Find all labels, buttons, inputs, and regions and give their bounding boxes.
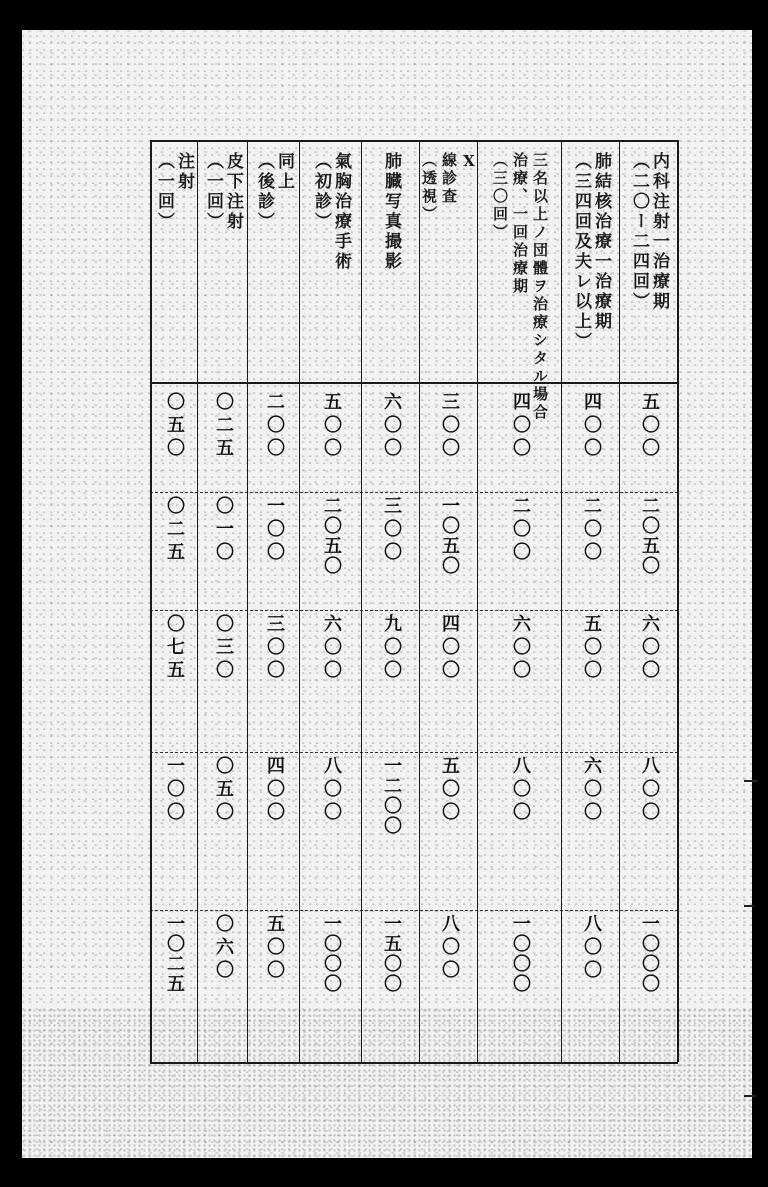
fee-cell bbox=[620, 756, 678, 906]
fee-value: 〇七五 bbox=[164, 614, 185, 683]
fee-value: 五〇〇 bbox=[581, 614, 602, 683]
fee-cell bbox=[562, 496, 620, 606]
column-header-text: 内科注射一治療期 bbox=[649, 152, 669, 312]
column-header-text: （初診） bbox=[311, 152, 331, 232]
fee-value: 一〇〇〇 bbox=[321, 914, 342, 994]
fee-cell bbox=[362, 614, 420, 748]
fee-cell bbox=[620, 914, 678, 1058]
column-header-text: （三四回及夫レ以上） bbox=[571, 152, 591, 352]
fee-value: 一〇二五 bbox=[164, 914, 185, 994]
fee-value: 〇五〇 bbox=[213, 756, 234, 825]
column-header bbox=[198, 152, 248, 384]
fee-cell bbox=[198, 914, 248, 1058]
fee-value: 五〇〇 bbox=[321, 392, 342, 461]
fee-value: 一〇〇〇 bbox=[510, 914, 531, 994]
column-header bbox=[478, 152, 562, 422]
margin-mark bbox=[744, 780, 758, 782]
fee-cell bbox=[420, 392, 478, 488]
fee-cell bbox=[478, 914, 562, 1058]
fee-cell bbox=[300, 756, 362, 906]
fee-cell bbox=[198, 496, 248, 606]
fee-value: 五〇〇 bbox=[439, 756, 460, 825]
fee-value: 〇二五 bbox=[164, 496, 185, 565]
fee-value: 六〇〇 bbox=[581, 756, 602, 825]
table-rule bbox=[150, 1062, 678, 1064]
fee-cell bbox=[562, 756, 620, 906]
column-header-text: （三〇回） bbox=[491, 152, 509, 242]
fee-cell bbox=[150, 496, 198, 606]
fee-value: 二〇五〇 bbox=[321, 496, 342, 576]
fee-value: 一〇五〇 bbox=[439, 496, 460, 576]
column-header-text: 氣胸治療手術 bbox=[331, 152, 351, 272]
fee-value: 六〇〇 bbox=[510, 614, 531, 683]
fee-cell bbox=[420, 496, 478, 606]
fee-cell bbox=[362, 914, 420, 1058]
fee-value: 〇六〇 bbox=[213, 914, 234, 983]
fee-cell bbox=[478, 392, 562, 488]
fee-value: 五〇〇 bbox=[264, 914, 285, 983]
fee-value: 四〇〇 bbox=[510, 392, 531, 461]
fee-value: 八〇〇 bbox=[581, 914, 602, 983]
column-header bbox=[420, 152, 478, 384]
column-header-text: 三名以上ノ団體ヲ治療シタル場合 bbox=[531, 152, 549, 422]
column-header-text: （透視） bbox=[420, 152, 438, 224]
fee-cell bbox=[562, 392, 620, 488]
column-header-text: 線診査 bbox=[440, 152, 458, 206]
fee-value: 四〇〇 bbox=[264, 756, 285, 825]
fee-cell bbox=[150, 914, 198, 1058]
fee-value: 三〇〇 bbox=[439, 392, 460, 461]
fee-value: 六〇〇 bbox=[381, 392, 402, 461]
fee-cell bbox=[478, 614, 562, 748]
margin-mark bbox=[744, 905, 754, 907]
column-header-text: 注射 bbox=[174, 152, 194, 192]
column-header-text: （一回） bbox=[203, 152, 223, 232]
fee-cell bbox=[620, 496, 678, 606]
column-header-text: X bbox=[460, 152, 478, 173]
fee-cell bbox=[198, 392, 248, 488]
fee-table bbox=[150, 140, 678, 1062]
fee-cell bbox=[198, 756, 248, 906]
fee-value: 四〇〇 bbox=[581, 392, 602, 461]
row-divider bbox=[150, 752, 678, 753]
fee-cell bbox=[620, 392, 678, 488]
column-header-text: 肺臓写真撮影 bbox=[381, 152, 401, 272]
fee-value: 二〇五〇 bbox=[639, 496, 660, 576]
column-header bbox=[300, 152, 362, 384]
row-divider bbox=[150, 910, 678, 911]
column-header bbox=[620, 152, 678, 384]
fee-value: 〇三〇 bbox=[213, 614, 234, 683]
fee-cell bbox=[300, 914, 362, 1058]
fee-cell bbox=[562, 914, 620, 1058]
fee-cell bbox=[248, 614, 300, 748]
fee-value: 〇五〇 bbox=[164, 392, 185, 461]
column-header-text: 治療、一回治療期 bbox=[511, 152, 529, 296]
fee-cell bbox=[300, 496, 362, 606]
fee-value: 〇一〇 bbox=[213, 496, 234, 565]
fee-cell bbox=[620, 614, 678, 748]
column-header bbox=[562, 152, 620, 384]
column-header-text: 同上 bbox=[274, 152, 294, 192]
row-divider bbox=[150, 610, 678, 611]
fee-cell bbox=[362, 392, 420, 488]
fee-cell bbox=[300, 392, 362, 488]
column-header bbox=[362, 152, 420, 384]
fee-cell bbox=[248, 756, 300, 906]
fee-value: 八〇〇 bbox=[321, 756, 342, 825]
fee-cell bbox=[248, 496, 300, 606]
fee-cell bbox=[420, 756, 478, 906]
column-header-text: （一回） bbox=[154, 152, 174, 232]
fee-value: 三〇〇 bbox=[264, 614, 285, 683]
fee-value: 六〇〇 bbox=[321, 614, 342, 683]
fee-cell bbox=[478, 496, 562, 606]
column-header-text: 皮下注射 bbox=[223, 152, 243, 232]
fee-cell bbox=[362, 756, 420, 906]
fee-cell bbox=[362, 496, 420, 606]
fee-value: 八〇〇 bbox=[510, 756, 531, 825]
column-header bbox=[150, 152, 198, 384]
margin-mark bbox=[744, 1095, 756, 1097]
fee-value: 三〇〇 bbox=[381, 496, 402, 565]
column-header bbox=[248, 152, 300, 384]
fee-cell bbox=[248, 392, 300, 488]
fee-cell bbox=[150, 392, 198, 488]
fee-value: 八〇〇 bbox=[639, 756, 660, 825]
fee-cell bbox=[562, 614, 620, 748]
fee-value: 二〇〇 bbox=[510, 496, 531, 565]
fee-value: 一〇〇〇 bbox=[639, 914, 660, 994]
fee-value: 八〇〇 bbox=[439, 914, 460, 983]
fee-value: 一〇〇 bbox=[264, 496, 285, 565]
fee-value: 一二〇〇 bbox=[381, 756, 402, 836]
column-header-text: （二〇ー二四回） bbox=[629, 152, 649, 312]
fee-cell bbox=[248, 914, 300, 1058]
fee-value: 九〇〇 bbox=[381, 614, 402, 683]
fee-cell bbox=[150, 756, 198, 906]
fee-value: 六〇〇 bbox=[639, 614, 660, 683]
fee-cell bbox=[420, 614, 478, 748]
fee-cell bbox=[198, 614, 248, 748]
fee-cell bbox=[300, 614, 362, 748]
column-header-text: （後診） bbox=[254, 152, 274, 232]
fee-value: 四〇〇 bbox=[439, 614, 460, 683]
fee-value: 一〇〇 bbox=[164, 756, 185, 825]
fee-value: 二〇〇 bbox=[581, 496, 602, 565]
fee-value: 〇二五 bbox=[213, 392, 234, 461]
fee-cell bbox=[150, 614, 198, 748]
fee-value: 二〇〇 bbox=[264, 392, 285, 461]
column-header-text: 肺結核治療一治療期 bbox=[591, 152, 611, 332]
table-rule bbox=[150, 140, 678, 142]
fee-cell bbox=[478, 756, 562, 906]
row-divider bbox=[150, 492, 678, 493]
fee-value: 一五〇〇 bbox=[381, 914, 402, 994]
fee-cell bbox=[420, 914, 478, 1058]
fee-value: 五〇〇 bbox=[639, 392, 660, 461]
